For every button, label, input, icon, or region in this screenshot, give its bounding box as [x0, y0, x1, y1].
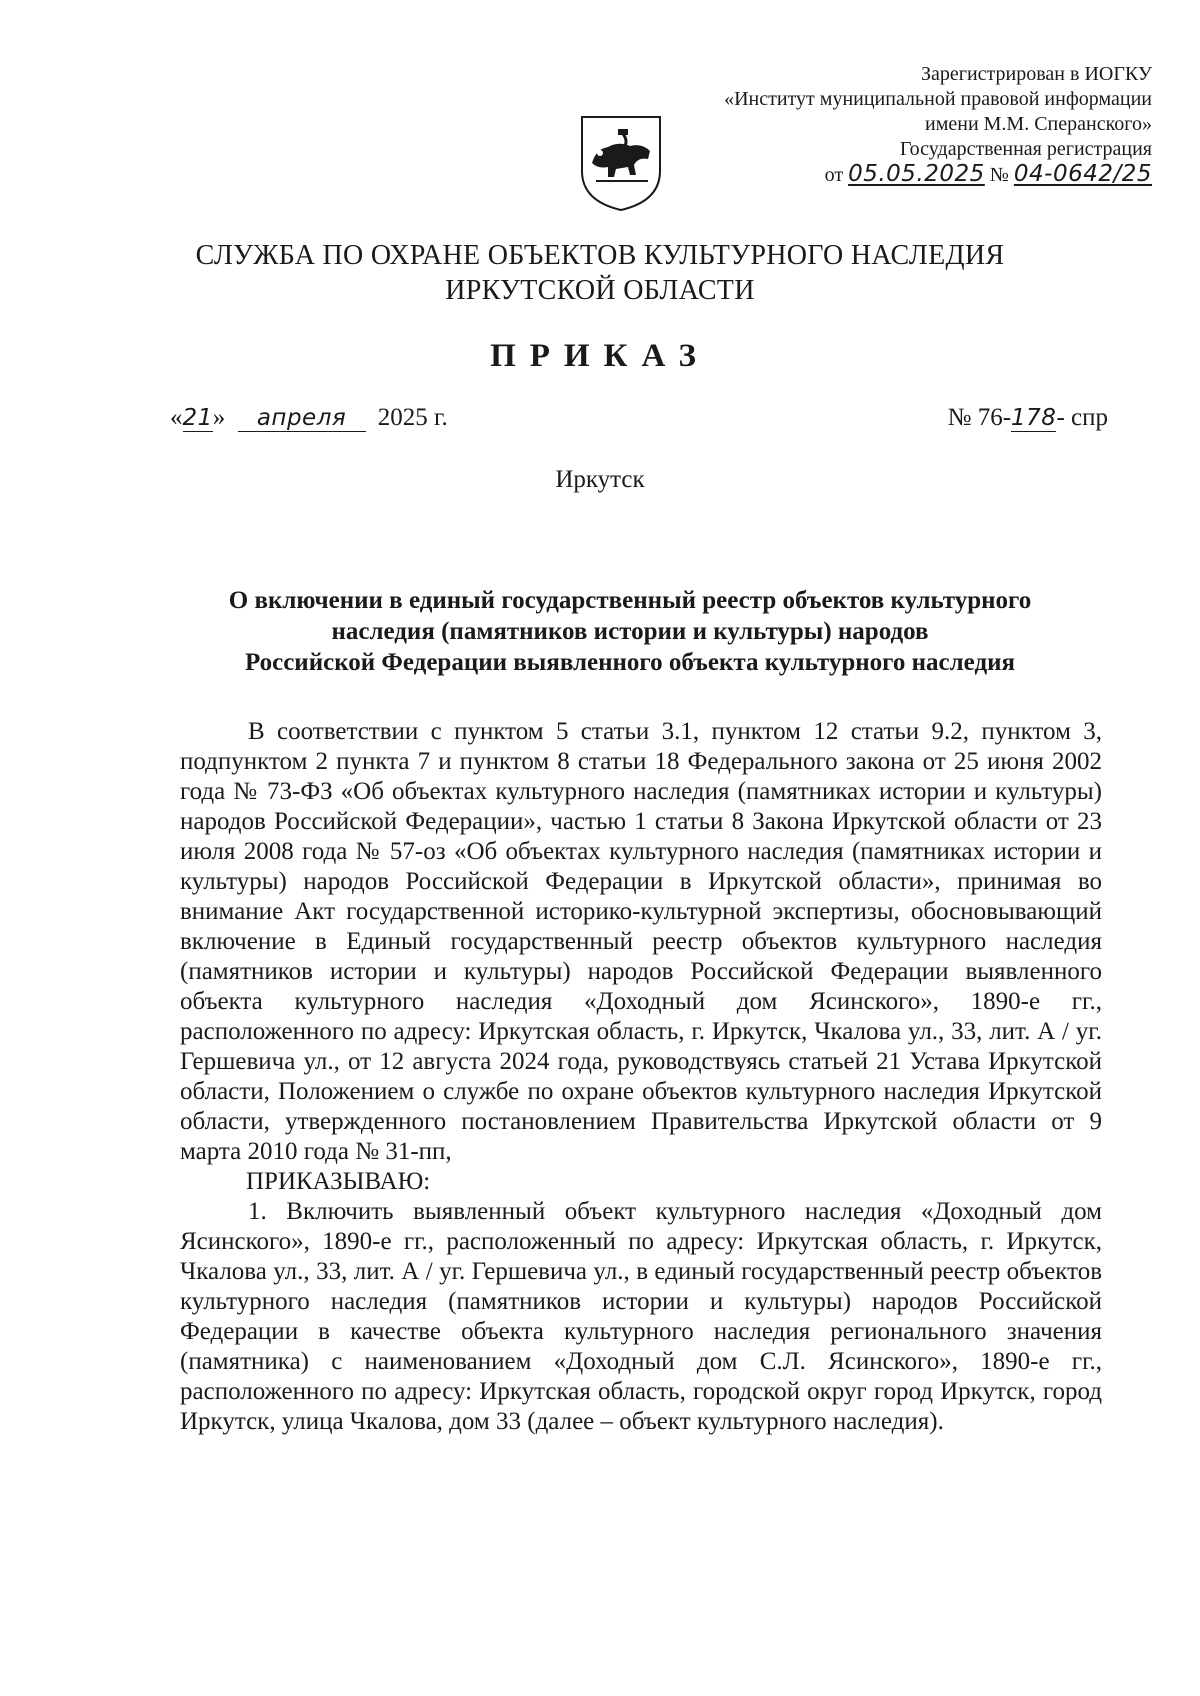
order-number-handwritten: 178	[1011, 405, 1057, 431]
registration-line-3: имени М.М. Сперанского»	[925, 113, 1152, 135]
registration-line-2: «Институт муниципальной правовой информации	[724, 88, 1152, 110]
preamble-paragraph: В соответствии с пунктом 5 статьи 3.1, пунктом 12 статьи 9.2, пунктом 3, подпунктом 2 пункта 7 и пунктом 8 статьи 18 Федерального закона от 25 июня 2002 года № 73-ФЗ «Об объектах культурного наследия (памятниках истории и культуры) народов Российской Федерации», частью 1 статьи 8 Закона Иркутской области от 23 июля 2008 года № 57-оз «Об объектах культурного наследия (памятниках истории и культуры) народов Российской Федерации в Иркутской области», принимая во внимание Акт государственной историко-культурной экспертизы, обосновывающий включение в Единый государственный реестр объектов культурного наследия (памятников истории и культуры) народов Российской Федерации выявленного объекта культурного наследия «Доходный дом Ясинского», 1890-е гг., расположенного по адресу: Иркутская область, г. Иркутск, Чкалова ул., 33, лит. А / уг. Гершевича ул., от 12 августа 2024 года, руководствуясь статьей 21 Устава Иркутской области, Положением о службе по охране объектов культурного наследия Иркутской области, утвержденного постановлением Правительства Иркутской области от 9 марта 2010 года № 31-пп,	[180, 718, 1102, 1165]
date-close-quote: »	[212, 404, 226, 431]
registration-number-handwritten: 04-0642/25	[1013, 161, 1152, 187]
document-type: ПРИКАЗ	[490, 338, 710, 374]
agency-name	[0, 238, 1200, 308]
registration-date-prefix: от	[824, 164, 844, 186]
document-body	[180, 717, 1102, 1437]
order-date	[170, 404, 448, 432]
date-month-handwritten: апреля	[238, 405, 366, 432]
registration-number-line	[632, 162, 1152, 188]
title-line-3: Российской Федерации выявленного объекта культурного наследия	[244, 649, 1016, 676]
order-item-1: 1. Включить выявленный объект культурного наследия «Доходный дом Ясинского», 1890-е гг., расположенный по адресу: Иркутская область, г. Иркутск, Чкалова ул., 33, лит. А / уг. Гершевича ул., в единый государственный реестр объектов культурного наследия (памятников истории и культуры) народов Российской Федерации в качестве объекта культурного наследия регионального значения (памятника) с наименованием «Доходный дом С.Л. Ясинского», 1890-е гг., расположенного по адресу: Иркутская область, городской округ город Иркутск, город Иркутск, улица Чкалова, дом 33 (далее – объект культурного наследия).	[180, 1198, 1102, 1435]
title-line-2: наследия (памятников истории и культуры) народов	[331, 618, 929, 645]
date-open-quote: «	[170, 404, 183, 431]
agency-line-1: СЛУЖБА ПО ОХРАНЕ ОБЪЕКТОВ КУЛЬТУРНОГО НАСЛЕДИЯ	[195, 240, 1005, 271]
date-day-handwritten: 21	[182, 405, 213, 431]
registration-number-prefix: №	[989, 164, 1009, 186]
registration-line-1: Зарегистрирован в ИОГКУ	[921, 63, 1152, 85]
date-year: 2025 г.	[377, 404, 448, 431]
order-word: ПРИКАЗЫВАЮ:	[246, 1168, 431, 1195]
agency-line-2: ИРКУТСКОЙ ОБЛАСТИ	[445, 275, 755, 306]
irkutsk-coat-of-arms-icon	[578, 113, 664, 213]
registration-date-handwritten: 05.05.2025	[848, 161, 985, 187]
document-title	[170, 585, 1090, 678]
order-number-prefix: № 76-	[947, 404, 1012, 431]
order-number-suffix: - спр	[1056, 404, 1108, 431]
registration-stamp	[632, 62, 1152, 188]
order-number	[948, 404, 1108, 432]
registration-line-4: Государственная регистрация	[899, 138, 1152, 160]
city-name: Иркутск	[555, 466, 645, 493]
title-line-1: О включении в единый государственный реестр объектов культурного	[228, 587, 1032, 614]
